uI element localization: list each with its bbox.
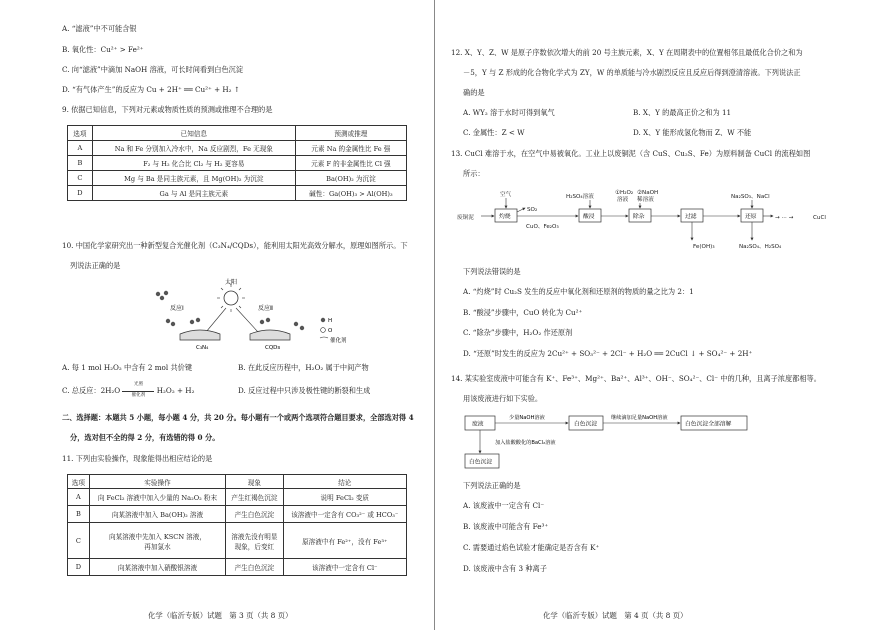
white2-label: 白色沉淀 [469, 459, 493, 466]
reagent2b-label: 稀溶液 [637, 197, 654, 203]
reaction2-label: 反应Ⅱ [258, 305, 273, 312]
cuo-label: CuO、Fe₂O₃ [526, 224, 559, 230]
q10-photocatalysis-figure [140, 276, 360, 354]
table-cell: 产生白色沉淀 [226, 559, 283, 576]
q10-option-a: A. 每 1 mol H₂O₂ 中含有 2 mol 共价键 [62, 363, 193, 372]
reduce-label: 还原 [745, 214, 757, 220]
table-cell: Ba(OH)₂ 为沉淀 [295, 171, 406, 186]
q14-experiment-flowchart [463, 410, 753, 470]
table-cell: 溶液先没有明显 现象，后变红 [226, 523, 283, 559]
q10-stem-line1: 10. 中国化学家研究出一种新型复合光催化剂（C₃N₄/CQDs），能利用太阳光高效分解水，原理如图所示。下 [62, 241, 408, 250]
q14-option-b: B. 该废液中可能含有 Fe³⁺ [463, 522, 549, 531]
table-row [68, 489, 407, 506]
q13-option-d: D. “还原”时发生的反应为 2Cu²⁺ + SO₃²⁻ + 2Cl⁻ + H₂O ══ 2CuCl ↓ + SO₄²⁻ + 2H⁺ [463, 349, 753, 358]
q12-option-b: B. X、Y 的最高正价之和为 11 [633, 108, 732, 117]
q14-stem-line1: 14. 某实验室废液中可能含有 K⁺、Fe³⁺、Mg²⁺、Ba²⁺、Al³⁺、OH⁻、SO₄²⁻、Cl⁻ 中的几种，且离子浓度都相等。 [451, 374, 821, 383]
table-cell: A [68, 141, 93, 156]
table-row [68, 559, 407, 576]
table-cell: 向 FeCl₂ 溶液中加入少量的 Na₂O₂ 粉末 [89, 489, 225, 506]
cqds-label: CQDs [265, 345, 281, 351]
q13-stem-line2: 所示： [463, 169, 485, 178]
table-cell: 向某溶液中加入 Ba(OH)₂ 溶液 [89, 506, 225, 523]
q11-table [67, 474, 407, 576]
table-cell: Mg 与 Ba 是同主族元素，且 Mg(OH)₂ 为沉淀 [92, 171, 295, 186]
q13-process-flowchart [457, 186, 837, 256]
q14-option-c: C. 需要通过焰色试验才能确定是否含有 K⁺ [463, 543, 600, 552]
h2so4-label: H₂SO₄溶液 [566, 194, 594, 200]
byproduct-label: Na₂SO₄、H₂SO₄ [739, 244, 782, 250]
q11-header-phenomenon: 现象 [226, 475, 283, 489]
table-cell: 元素 Na 的金属性比 Fe 强 [295, 141, 406, 156]
table-row [68, 186, 407, 201]
q11-stem: 11. 下列由实验操作，现象能得出相应结论的是 [62, 454, 213, 463]
table-cell: 碱性：Ga(OH)₃ > Al(OH)₃ [295, 186, 406, 201]
table-cell: B [68, 506, 90, 523]
table-cell: 产生白色沉淀 [226, 506, 283, 523]
reagent2-label: ②NaOH [637, 190, 659, 196]
white1-label: 白色沉淀 [574, 421, 598, 428]
reagent1b-label: 溶液 [617, 197, 629, 203]
q12-stem-line3: 确的是 [463, 88, 485, 97]
naoh-small-label: 少量NaOH溶液 [509, 415, 545, 421]
na2so3-label: Na₂SO₃、NaCl [731, 194, 770, 200]
q9-table [67, 125, 407, 201]
table-cell: D [68, 186, 93, 201]
so2-label: SO₂ [527, 207, 538, 213]
dissolve-label: 白色沉淀全部溶解 [685, 421, 732, 428]
table-cell: 元素 F 的非金属性比 Cl 强 [295, 156, 406, 171]
oxygen-legend-icon [321, 328, 326, 333]
roast-label: 灼烧 [499, 214, 511, 220]
dots-label: → ··· → [775, 215, 794, 221]
q13-option-a: A. “灼烧”时 Cu₂S 发生的反应中氧化剂和还原剂的物质的量之比为 2：1 [463, 287, 694, 296]
q13-question: 下列说法错误的是 [463, 267, 521, 276]
q8-option-a: A. “滤液”中不可能含银 [62, 24, 137, 33]
condition-bottom: 催化剂 [131, 392, 146, 398]
table-cell: D [68, 559, 90, 576]
reaction1-label: 反应Ⅰ [170, 305, 184, 312]
q13-option-b: B. “酸浸”步骤中，CuO 转化为 Cu²⁺ [463, 308, 583, 317]
q9-header-known: 已知信息 [92, 126, 295, 141]
feoh3-label: Fe(OH)₃ [693, 244, 715, 250]
table-cell: Ga 与 Al 是同主族元素 [92, 186, 295, 201]
q8-option-c: C. 向“滤液”中滴加 NaOH 溶液，可长时间看到白色沉淀 [62, 65, 244, 74]
table-cell: 该溶液中一定含有 Cl⁻ [283, 559, 406, 576]
q12-option-c: C. 金属性：Z < W [463, 128, 525, 137]
q11-header-option: 选项 [68, 475, 90, 489]
q9-stem: 9. 依据已知信息，下列对元素或物质性质的预测或推理不合理的是 [62, 105, 273, 114]
section2-instructions-line1: 二、选择题：本题共 5 小题，每小题 4 分，共 20 分。每小题有一个或两个选项符合题目要求，全部选对得 4 [62, 413, 414, 422]
table-row [68, 523, 407, 559]
table-cell: B [68, 156, 93, 171]
q12-option-d: D. X、Y 能形成氢化物而 Z、W 不能 [633, 128, 752, 137]
waste-label: 废液 [472, 421, 484, 428]
q10-option-c-suffix: H₂O₂ + H₂ [156, 386, 195, 395]
remove-label: 除杂 [633, 214, 645, 220]
q10-option-b: B. 在此反应历程中，H₂O₂ 属于中间产物 [238, 363, 369, 372]
hydrogen-legend-icon [321, 318, 325, 322]
q12-stem-line1: 12. X、Y、Z、W 是原子序数依次增大的前 20 号主族元素，X、Y 在周期表中的位置相邻且最低化合价之和为 [451, 48, 803, 57]
q8-option-b: B. 氧化性：Cu²⁺ > Fe²⁺ [62, 45, 144, 54]
reaction-arrow [122, 381, 154, 398]
product-label: CuCl [813, 215, 826, 221]
table-cell: C [68, 171, 93, 186]
legend-h-label: H [328, 318, 333, 324]
q14-option-a: A. 该废液中一定含有 Cl⁻ [463, 501, 545, 510]
c3n4-label: C₃N₄ [196, 345, 209, 351]
table-cell: F₂ 与 H₂ 化合比 Cl₂ 与 H₂ 更容易 [92, 156, 295, 171]
table-cell: 向某溶液中先加入 KSCN 溶液， 再加氯水 [89, 523, 225, 559]
filter-label: 过滤 [685, 214, 697, 220]
light-ray [206, 308, 226, 332]
air-label: 空气 [500, 192, 512, 198]
sun-label: 太阳 [225, 279, 238, 286]
q13-stem-line1: 13. CuCl 难溶于水，在空气中易被氧化。工业上以废铜泥（含 CuS、Cu₂S、Fe）为原料制备 CuCl 的流程如图 [451, 149, 811, 158]
table-cell: C [68, 523, 90, 559]
bacl2-label: 加入盐酸酸化的BaCl₂溶液 [495, 440, 556, 446]
section2-instructions-line2: 分，选对但不全的得 2 分，有选错的得 0 分。 [70, 433, 220, 442]
q13-option-c: C. “除杂”步骤中，H₂O₂ 作还原剂 [463, 328, 573, 337]
catalyst-legend-icon [320, 337, 328, 338]
q9-header-predict: 预测或推理 [295, 126, 406, 141]
legend-o-label: O [328, 328, 333, 334]
table-cell: 该溶液中一定含有 CO₃²⁻ 或 HCO₃⁻ [283, 506, 406, 523]
q14-question: 下列说法正确的是 [463, 481, 521, 490]
cqds-catalyst-shape [250, 330, 290, 340]
reagent1-label: ①H₂O₂ [615, 190, 634, 196]
q12-stem-line2: －5，Y 与 Z 形成的化合物化学式为 ZY，W 的单质能与冷水剧烈反应且反应后得到澄清溶液。下列说法正 [463, 68, 801, 77]
q14-option-d: D. 该废液中含有 3 种离子 [463, 564, 547, 573]
start-label: 废铜泥 [457, 215, 474, 221]
condition-top: 光照 [133, 381, 144, 387]
right-page [435, 0, 870, 630]
q10-option-c-prefix: C. 总反应：2H₂O [62, 386, 121, 395]
naoh-more-label: 继续滴加足量NaOH溶液 [611, 415, 668, 421]
q12-option-a: A. WY₂ 溶于水时可得到氧气 [463, 108, 555, 117]
q10-option-d: D. 反应过程中只涉及极性键的断裂和生成 [238, 386, 371, 395]
arrow-line [122, 391, 154, 392]
table-cell: 向某溶液中加入硝酸银溶液 [89, 559, 225, 576]
q10-option-c [62, 381, 195, 398]
legend-catalyst-label: 催化剂 [330, 338, 347, 344]
q10-stem-line2: 列说法正确的是 [70, 261, 121, 270]
table-row [68, 141, 407, 156]
c3n4-catalyst-shape [180, 330, 220, 340]
table-row [68, 506, 407, 523]
q14-stem-line2: 用该废液进行如下实验。 [463, 394, 543, 403]
light-ray [236, 308, 258, 332]
table-row [68, 171, 407, 186]
q11-header-conclusion: 结论 [283, 475, 406, 489]
table-cell: 说明 FeCl₂ 变质 [283, 489, 406, 506]
table-cell: 产生红褐色沉淀 [226, 489, 283, 506]
table-row [68, 156, 407, 171]
q9-header-option: 选项 [68, 126, 93, 141]
q8-option-d: D. “有气体产生”的反应为 Cu + 2H⁺ ══ Cu²⁺ + H₂ ↑ [62, 85, 240, 94]
sun-icon [217, 284, 245, 312]
table-cell: 原溶液中有 Fe²⁺，没有 Fe³⁺ [283, 523, 406, 559]
table-cell: Na 和 Fe 分别加入冷水中，Na 反应剧烈，Fe 无现象 [92, 141, 295, 156]
page-footer: 化学（临沂专版）试题 第 4 页（共 8 页） [543, 611, 688, 620]
acid-label: 酸浸 [583, 214, 595, 220]
page-footer: 化学（临沂专版）试题 第 3 页（共 8 页） [148, 611, 293, 620]
q11-header-operation: 实验操作 [89, 475, 225, 489]
table-cell: A [68, 489, 90, 506]
